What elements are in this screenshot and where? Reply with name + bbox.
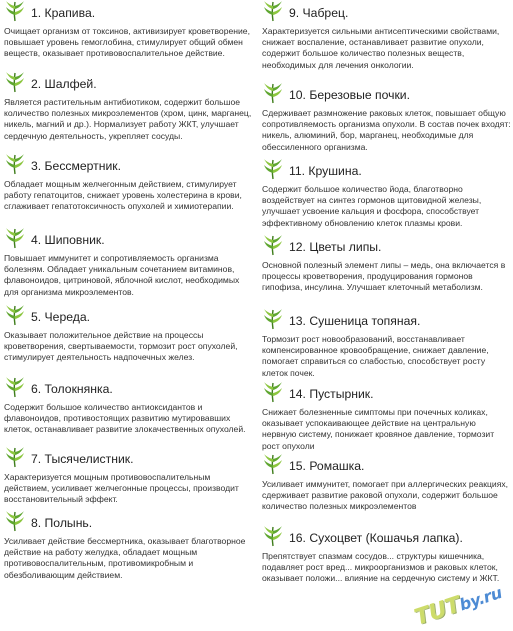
herb-leaf-icon xyxy=(4,376,26,398)
herb-entry-2 xyxy=(4,71,254,153)
herb-entry-5 xyxy=(4,304,254,376)
herb-title: 6. Толокнянка. xyxy=(31,382,113,396)
herb-entry-3 xyxy=(4,153,254,227)
herb-leaf-icon xyxy=(262,234,284,256)
herb-entry-14 xyxy=(262,381,512,453)
herb-leaf-icon xyxy=(262,525,284,547)
herb-leaf-icon xyxy=(4,71,26,93)
herb-description: Сдерживает размножение раковых клеток, повышает общую сопротивляемость организма опухоли. В состав почек входят: никель, алюминий, бор, марганец, необходимые для обессиленного организма. xyxy=(262,108,511,152)
herb-description: Содержит большое количество йода, благотворно воздействует на синтез гормонов щитовидной железы, улучшает усвоение кальция и фосфора, способствует эффективному обновлению клеток плазмы крови. xyxy=(262,184,482,228)
herb-description: Основной полезный элемент липы – медь, она включается в процессы кроветворения, продуцирования гормонов гипофиза, инсулина. Улучшает клеточный метаболизм. xyxy=(262,260,506,293)
herb-leaf-icon xyxy=(262,0,284,22)
herb-description: Обладает мощным желчегонным действием, стимулирует работу гепатоцитов, снижает уровень холестерина в крови, сглаживает гепатотоксичность опухолей и химиотерапии. xyxy=(4,179,242,212)
herb-title: 2. Шалфей. xyxy=(31,77,97,91)
herb-list-right xyxy=(262,0,512,600)
herb-description: Характеризуется мощным противовоспалительным действием, усиливает желчегонные процессы, производит восстановительный эффект. xyxy=(4,472,239,505)
herb-description: Усиливает действие бессмертника, оказывает благотворное действие на работу желудка, обладает мощным противовоспалительным, противомикробным и обезболивающим действием. xyxy=(4,536,246,580)
watermark-sub: by.ru xyxy=(457,583,505,615)
herb-leaf-icon xyxy=(262,381,284,403)
herb-leaf-icon xyxy=(4,510,26,532)
herb-description: Усиливает иммунитет, помогает при аллергических реакциях, сдерживает развитие раковой опухоли, содержит большое количество полезных микроэлементов xyxy=(262,479,509,512)
herb-leaf-icon xyxy=(4,227,26,249)
herb-title: 15. Ромашка. xyxy=(289,459,365,473)
herb-title: 5. Череда. xyxy=(31,310,91,324)
herb-entry-13 xyxy=(262,308,512,381)
herb-title: 8. Полынь. xyxy=(31,516,93,530)
herb-leaf-icon xyxy=(262,308,284,330)
herb-title: 4. Шиповник. xyxy=(31,233,105,247)
herb-title: 14. Пустырник. xyxy=(289,387,374,401)
herb-description: Содержит большое количество антиоксидантов и флавоноидов, противостоящих развитию мутировавших клеток, останавливает развитие злокачественных опухолей. xyxy=(4,402,246,435)
herb-title: 10. Березовые почки. xyxy=(289,88,411,102)
herb-description: Препятствует спазмам сосудов... структуры кишечника, подавляет рост вред... микроорганизмов и раковых клеток, оказывает положи... влияние на сердечную систему и ЖКТ. xyxy=(262,551,500,584)
herb-title: 16. Сухоцвет (Кошачья лапка). xyxy=(289,531,463,545)
herb-entry-11 xyxy=(262,158,512,234)
herb-description: Тормозит рост новообразований, восстанавливает компенсированное кровообращение, снижает давление, помогает справиться со слабостью, способствует росту клеток почек. xyxy=(262,334,489,378)
herb-description: Повышает иммунитет и сопротивляемость организма болезням. Обладает уникальным сочетанием витаминов, флавоноидов, цитриновой, яблочной кислот, необходимых для организма микроэлементов. xyxy=(4,253,240,297)
herb-leaf-icon xyxy=(4,446,26,468)
herb-description: Характеризуется сильными антисептическими свойствами, снижает воспаление, останавливает развитие опухоли, содержит большое количество полезных веществ, необходимых для лечения онкологии. xyxy=(262,26,500,70)
herb-description: Очищает организм от токсинов, активизирует кроветворение, повышает уровень гемоглобина, стимулирует общий обмен веществ, оказывает противовоспалительное действие. xyxy=(4,26,250,59)
herb-entry-8 xyxy=(4,510,254,582)
herb-entry-6 xyxy=(4,376,254,446)
herb-title: 1. Крапива. xyxy=(31,6,96,20)
herb-entry-4 xyxy=(4,227,254,304)
herb-title: 9. Чабрец. xyxy=(289,6,349,20)
watermark-main: TUT xyxy=(411,592,464,631)
herb-entry-10 xyxy=(262,82,512,158)
herb-list-left xyxy=(4,0,254,582)
herb-title: 11. Крушина. xyxy=(289,164,362,178)
herb-title: 12. Цветы липы. xyxy=(289,240,382,254)
herb-entry-1 xyxy=(4,0,254,71)
herb-description: Оказывает положительное действие на процессы кроветворения, свертываемости, тормозит рост опухолей, стимулирует деятельность надпочечных желез. xyxy=(4,330,238,363)
herb-leaf-icon xyxy=(4,0,26,22)
herb-title: 7. Тысячелистник. xyxy=(31,452,134,466)
herb-title: 13. Сушеница топяная. xyxy=(289,314,421,328)
herb-description: Снижает болезненные симптомы при почечных коликах, оказывает успокаивающее действие на центральную нервную систему, понижает кровяное давление, тормозит рост опухоли xyxy=(262,407,495,451)
herb-entry-9 xyxy=(262,0,512,82)
herb-leaf-icon xyxy=(262,82,284,104)
herb-leaf-icon xyxy=(4,153,26,175)
herb-description: Является растительным антибиотиком, содержит большое количество полезных микроэлементов (хром, цинк, марганец, никель, магний и др.). Нормализует работу ЖКТ, улучшает сердечную деятельность, укрепляет сосуды. xyxy=(4,97,252,141)
herb-entry-7 xyxy=(4,446,254,510)
herb-leaf-icon xyxy=(262,158,284,180)
herb-leaf-icon xyxy=(4,304,26,326)
herb-title: 3. Бессмертник. xyxy=(31,159,122,173)
herb-entry-15 xyxy=(262,453,512,525)
herb-leaf-icon xyxy=(262,453,284,475)
herb-entry-12 xyxy=(262,234,512,308)
